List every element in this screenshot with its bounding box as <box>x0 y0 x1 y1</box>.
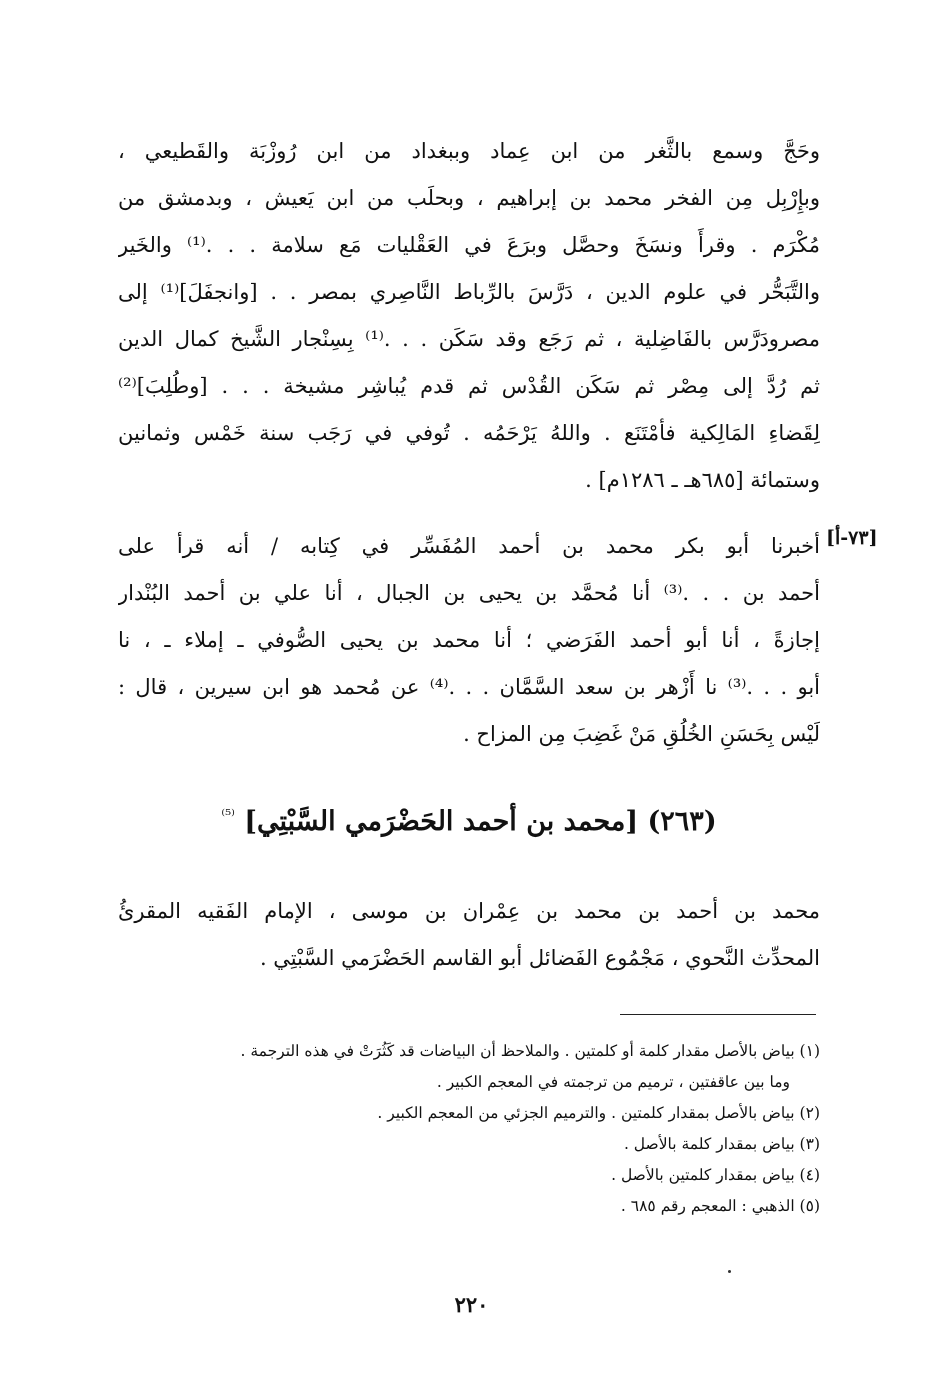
biography-paragraph <box>118 128 820 504</box>
biography-line: وحَجَّ وسمع بالثَّغر من ابن عِماد وببغداد من ابن رُوزْبَة والقَطيعي ، <box>118 139 820 163</box>
hadith-line: إجازةً ، أنا أبو أحمد الفَرَضي ؛ أنا محمد بن يحيى الصُّوفي ـ إملاء ـ ، نا <box>118 628 820 652</box>
biography-line: مُكْرَم . وقرأَ ونسَخَ وحصَّل وبرَعَ في العَقْليات مَع سلامة . . .⁽¹⁾ والخَير <box>118 233 820 257</box>
footnote-continuation: وما بين عاقفتين ، ترميم من ترجمته في المعجم الكبير . <box>436 1073 790 1091</box>
page-number: ٢٢٠ <box>454 1292 489 1317</box>
hadith-paragraph <box>118 523 820 758</box>
footnote-separator <box>620 1014 816 1015</box>
biography-line: مصرودَرَّس بالفَاضِلية ، ثم رَجَع وقد سَكَن . . .⁽¹⁾ بِسِنْجار الشَّيخ كمال الدين <box>118 327 820 351</box>
footnote: (٢) بياض بالأصل بمقدار كلمتين . والترميم الجزئي من المعجم الكبير . <box>377 1104 820 1122</box>
entry-line: المحدِّث النَّحوي ، مَجْمُوع الفَضائل أبو القاسم الحَضْرَمي السَّبْتِي . <box>259 946 820 970</box>
footnote: (٣) بياض بمقدار كلمة بالأصل . <box>623 1135 820 1153</box>
footnote: (٤) بياض بمقدار كلمتين بالأصل . <box>611 1166 820 1184</box>
entry-heading-title: (٢٦٣) [محمد بن أحمد الحَضْرَمي السَّبْتِي] <box>244 806 717 837</box>
hadith-line: لَيْس بِحَسَنِ الخُلُقِ مَنْ غَضِبَ مِن المزاح . <box>463 722 820 746</box>
manuscript-folio-reference: [٧٣-أ] <box>826 527 878 549</box>
entry-paragraph <box>118 888 820 982</box>
biography-line: لِقَضاءِ المَالِكية فأمْتَنَع . واللهُ يَرْحَمُه . تُوفي في رَجَب سنة خَمْس وثمانين <box>118 421 820 445</box>
hadith-line: أبو . . .⁽³⁾ نا أَزْهر بن سعد السَّمَّان . . .⁽⁴⁾ عن مُحمد هو ابن سيرين ، قال : <box>118 675 820 699</box>
entry-heading <box>118 806 820 837</box>
biography-line: وستمائة [٦٨٥هـ ـ ١٢٨٦م] . <box>585 468 820 492</box>
entry-line: محمد بن أحمد بن محمد بن عِمْران بن موسى ، الإمام الفَقيه المقرئُ <box>118 899 820 923</box>
footnote: (٥) الذهبي : المعجم رقم ٦٨٥ . <box>620 1197 820 1215</box>
hadith-line: أخبرنا أبو بكر محمد بن أحمد المُفَسِّر في كِتابه / أنه قرأ على <box>118 534 820 558</box>
biography-line: وبإِرْبِل مِن الفخر محمد بن إبراهيم ، وبحلَب من ابن يَعيش ، وبدمشق من <box>118 186 820 210</box>
footnote: (١) بياض بالأصل مقدار كلمة أو كلمتين . والملاحظ أن البياضات قد كَثُرَتْ في هذه الترجمة . <box>240 1042 820 1060</box>
biography-line: والتَّبَحُّر في علوم الدين ، دَرَّسَ بالرِّباط النَّاصِري بمصر . . [وانجفَلَ]⁽¹⁾ إلى <box>118 280 820 304</box>
hadith-line: أحمد بن . . .⁽³⁾ أنا مُحمَّد بن يحيى بن الجبال ، أنا علي بن أحمد البُنْدار <box>118 581 820 605</box>
entry-heading-footnote-ref: ⁽⁵⁾ <box>221 806 235 824</box>
biography-line: ثم رُدَّ إلى مِصْر ثم سَكَن القُدْس ثم قدم يُباشِر مشيخة . . . [وطُلِبَ]⁽²⁾ <box>118 374 820 398</box>
print-speck <box>728 1270 731 1273</box>
footnotes <box>118 1036 820 1222</box>
